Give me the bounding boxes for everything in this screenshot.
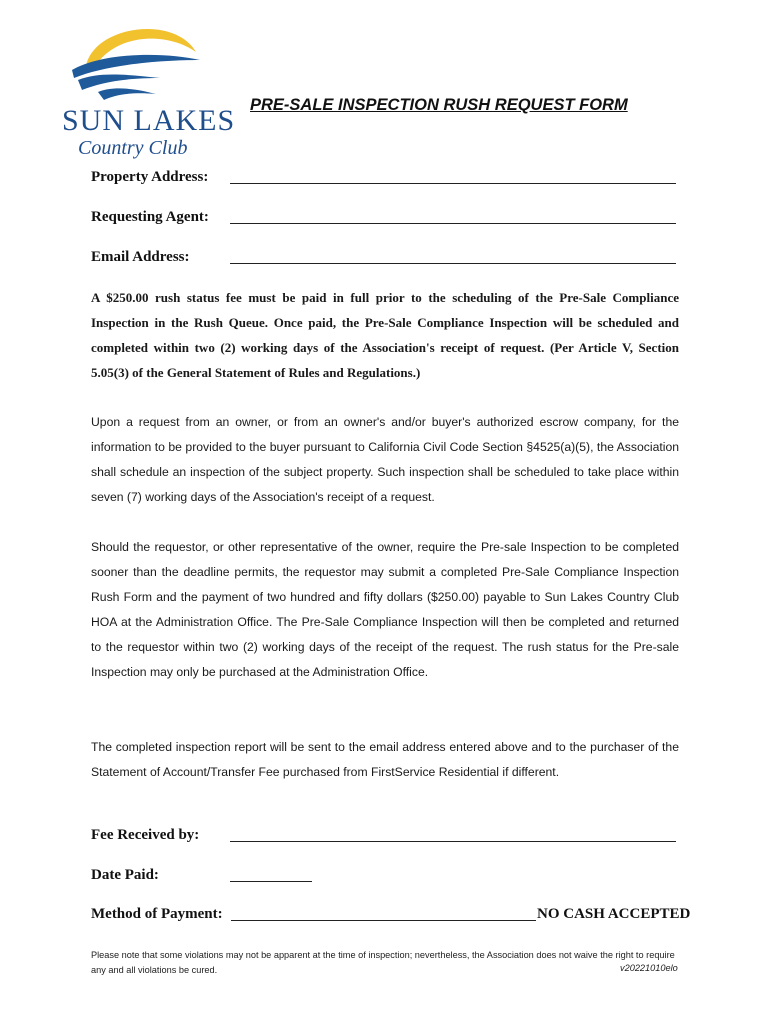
rush-info-paragraph: Should the requestor, or other representative of the owner, require the Pre-sale Inspection to be completed sooner than the deadline permits, the requestor may submit a completed Pre-Sale Compliance Inspection Rush Form and the payment of two hundred and fifty dollars ($250.00) payable to Sun Lakes Country Club HOA at the Administration Office. The Pre-Sale Compliance Inspection will then be completed and returned to the requestor within two (2) working days of the receipt of the request. The rush status for the Pre-sale Inspection may only be purchased at the Administration Office. bbox=[91, 540, 679, 679]
request-info-paragraph: Upon a request from an owner, or from an owner's and/or buyer's authorized escrow company, for the information to be provided to the buyer pursuant to California Civil Code Section §4525(a)(5), the Association shall schedule an inspection of the subject property. Such inspection shall be scheduled to take place within seven (7) working days of the Association's receipt of a request. bbox=[91, 415, 679, 504]
method-of-payment-label: Method of Payment: bbox=[91, 906, 223, 922]
logo-text-sun-lakes: SUN LAKES bbox=[62, 104, 236, 137]
version-code: v20221010elo bbox=[620, 963, 678, 973]
no-cash-notice: NO CASH ACCEPTED bbox=[537, 906, 691, 922]
property-address-field[interactable] bbox=[230, 183, 676, 184]
method-of-payment-field[interactable] bbox=[231, 920, 536, 921]
requesting-agent-label: Requesting Agent: bbox=[91, 209, 209, 225]
property-address-label: Property Address: bbox=[91, 169, 209, 185]
footnote: Please note that some violations may not be apparent at the time of inspection; nevertheless, the Association does not waive the right to require any and all violations be cured. bbox=[91, 950, 675, 975]
email-address-label: Email Address: bbox=[91, 249, 190, 265]
report-info-paragraph: The completed inspection report will be sent to the email address entered above and to the purchaser of the Statement of Account/Transfer Fee purchased from FirstService Residential if different. bbox=[91, 740, 679, 779]
sun-lakes-logo bbox=[58, 18, 236, 159]
requesting-agent-field[interactable] bbox=[230, 223, 676, 224]
fee-received-by-field[interactable] bbox=[230, 841, 676, 842]
date-paid-field[interactable] bbox=[230, 881, 312, 882]
email-address-field[interactable] bbox=[230, 263, 676, 264]
logo-text-country-club: Country Club bbox=[78, 137, 188, 159]
date-paid-label: Date Paid: bbox=[91, 867, 159, 883]
form-title: PRE-SALE INSPECTION RUSH REQUEST FORM bbox=[250, 96, 628, 114]
fee-received-by-label: Fee Received by: bbox=[91, 827, 200, 843]
fee-notice-paragraph: A $250.00 rush status fee must be paid in full prior to the scheduling of the Pre-Sale Compliance Inspection in the Rush Queue. Once paid, the Pre-Sale Compliance Inspection will be scheduled and completed within two (2) working days of the Association's receipt of request. (Per Article V, Section 5.05(3) of the General Statement of Rules and Regulations.) bbox=[91, 290, 679, 380]
sun-waves-icon bbox=[64, 18, 204, 110]
